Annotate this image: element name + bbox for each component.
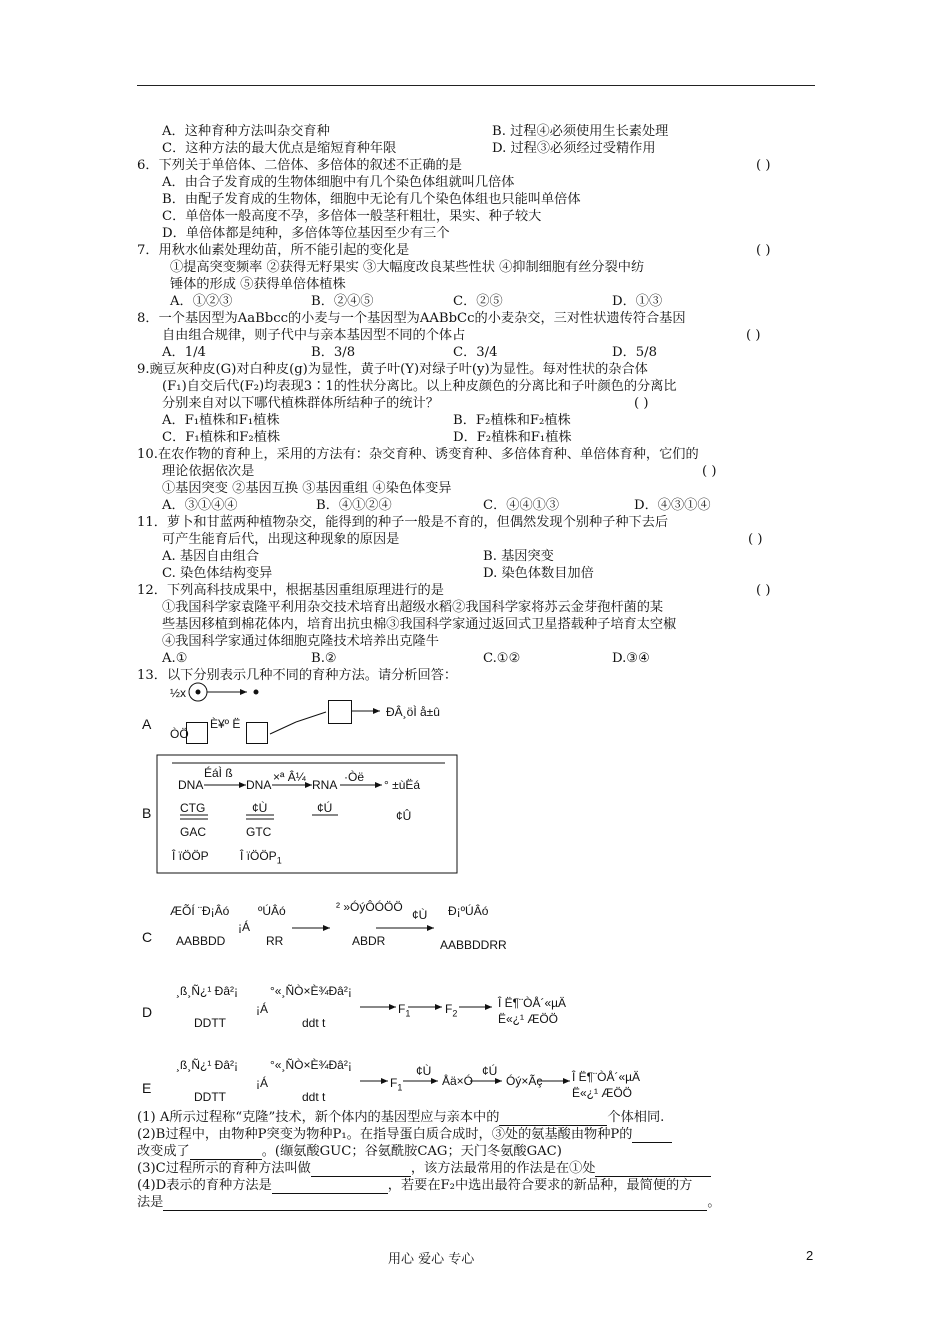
diagram-label-d: D (142, 1004, 153, 1020)
diagram-label-b: B (142, 805, 152, 821)
e-result-line2: Ë«¿¹ ÆÖÖ (572, 1086, 633, 1100)
q12-option-d: D.③④ (612, 651, 650, 666)
q7-option-a: A．①②③ (170, 294, 233, 309)
e-f1: $F_1$ (390, 1076, 403, 1093)
a-mid-text: È¥º Ë (210, 717, 241, 731)
diagram-label-e: E (142, 1080, 152, 1096)
b-step-4: ° ±ùËá (384, 778, 421, 792)
q12-stem: 12．下列高科技成果中，根据基因重组原理进行的是 (137, 583, 444, 598)
b-rna: RNA (312, 778, 338, 792)
a-top-text: ½x (170, 686, 187, 700)
q10-option-d: D．④③①④ (634, 498, 711, 513)
q7-items-line2: 锤体的形成 ⑤获得单倍体植株 (170, 277, 346, 292)
b-species-p1: Î ïÖÖP$_1$ (240, 849, 282, 866)
q11-option-b: B. 基因突变 (483, 549, 554, 564)
q8-option-c: C．3/4 (453, 345, 498, 360)
q6-option-d: D．单倍体都是纯种，多倍体等位基因至少有三个 (162, 226, 450, 241)
answer-4-blank[interactable] (272, 1181, 388, 1194)
e-genotype-ddtt-2: ddt t (302, 1090, 326, 1104)
q8-answer-paren: ( ) (746, 328, 761, 343)
c-genotype-rr: RR (266, 934, 284, 948)
d-cross: ¡Á (256, 1002, 268, 1016)
q5-option-b: B. 过程④必须使用生长素处理 (492, 124, 669, 139)
b-dna-2: DNA (246, 778, 272, 792)
q12-items-line3: ④我国科学家通过体细胞克隆技术培养出克隆牛 (162, 634, 439, 649)
q12-option-c: C.①② (483, 651, 521, 666)
e-parent-2: °«¸ÑÒ×È¾Ðâ²¡ (270, 1058, 352, 1072)
q8-stem-line1: 8．一个基因型为AaBbcc的小麦与一个基因型为AABbCc的小麦杂交，三对性状遗传符合基因 (137, 311, 686, 326)
e-gamete: Åä×Ó (442, 1074, 474, 1088)
q5-option-d: D. 过程③必须经过受精作用 (492, 141, 656, 156)
q7-items-line1: ①提高突变频率 ②获得无籽果实 ③大幅度改良某些性状 ④抑制细胞有丝分裂中纺 (170, 260, 645, 275)
q9-option-d: D．F₂植株和F₁植株 (453, 430, 572, 445)
e-parent-1: ¸ß¸Ñ¿¹ Ðâ²¡ (176, 1058, 238, 1072)
q9-stem-line1: 9.豌豆灰种皮(G)对白种皮(g)为显性，黄子叶(Y)对绿子叶(y)为显性。每对性状的杂合体 (137, 362, 648, 377)
b-mark-2: ¢Ú (317, 801, 333, 815)
b-species-p: Î ïÖÖP (172, 849, 209, 863)
q11-answer-paren: ( ) (748, 532, 763, 547)
c-triticale: Ð¡ºÚÂó (448, 904, 489, 918)
diagram-label-c: C (142, 929, 153, 945)
q11-option-d: D. 染色体数目加倍 (483, 566, 594, 581)
q6-answer-paren: ( ) (756, 158, 771, 173)
b-mark-3: ¢Û (396, 809, 412, 823)
e-mark-2: ¢Ú (482, 1064, 498, 1078)
answer-3-blank-2[interactable] (595, 1164, 711, 1177)
q9-option-b: B．F₂植株和F₂植株 (453, 413, 571, 428)
d-result-line2: Ë«¿¹ ÆÖÖ (498, 1012, 559, 1026)
e-result-line1: Î Ë¶¨ÒÅ´«µÄ (572, 1070, 641, 1084)
q9-stem-line3: 分别来自对以下哪代植株群体所结种子的统计？ (162, 396, 439, 411)
c-rye: ºÚÂó (258, 904, 286, 918)
answer-1: (1) A所示过程称“克隆”技术，新个体内的基因型应与亲本中的 个体相同. (137, 1110, 665, 1125)
q10-option-a: A．③①④④ (162, 498, 238, 513)
b-ctg: CTG (180, 801, 206, 815)
b-gac: GAC (180, 825, 207, 839)
answer-4: (4)D表示的育种方法是 ，若要在F₂中选出最符合要求的新品种，最简便的方 (137, 1178, 693, 1193)
e-cross: ¡Á (256, 1076, 268, 1090)
q5-option-a: A．这种育种方法叫杂交育种 (162, 124, 330, 139)
answer-2: (2)B过程中，由物种P突变为物种P₁。在指导蛋白质合成时，③处的氨基酸由物种P的 (137, 1127, 672, 1143)
e-seedling: Óý×Ãç (506, 1074, 543, 1088)
answer-5: 法是 。 (137, 1195, 721, 1210)
b-dna-1: DNA (178, 778, 204, 792)
q12-option-b: B.② (311, 651, 337, 666)
q12-option-a: A.① (162, 651, 188, 666)
b-step-2: ×ª Â¼ (273, 770, 306, 784)
q13-stem: 13．以下分别表示几种不同的育种方法。请分析回答： (137, 668, 458, 683)
d-parent-1: ¸ß¸Ñ¿¹ Ðâ²¡ (176, 984, 238, 998)
c-genotype-aabbdd: AABBDD (176, 934, 226, 948)
footer-motto: 用心 爱心 专心 (388, 1252, 475, 1267)
q7-stem: 7．用秋水仙素处理幼苗，所不能引起的变化是 (137, 243, 410, 258)
q11-option-a: A. 基因自由组合 (162, 549, 260, 564)
q6-option-b: B．由配子发育成的生物体，细胞中无论有几个染色体组也只能叫单倍体 (162, 192, 581, 207)
q10-items: ①基因突变 ②基因互换 ③基因重组 ④染色体变异 (162, 481, 452, 496)
b-step-3: ·Òë (344, 770, 365, 784)
q11-stem-line1: 11．萝卜和甘蓝两种植物杂交，能得到的种子一般是不育的，但偶然发现个别种子种下去后 (137, 515, 669, 530)
answer-2-blank-2[interactable] (190, 1147, 262, 1160)
q6-option-c: C．单倍体一般高度不孕，多倍体一般茎秆粗壮，果实、种子较大 (162, 209, 542, 224)
c-mark-1: ¢Ù (412, 908, 428, 922)
c-genotype-abdr: ABDR (352, 934, 386, 948)
q9-option-c: C．F₁植株和F₂植株 (162, 430, 281, 445)
b-gtc: GTC (246, 825, 272, 839)
answer-1-blank[interactable] (499, 1113, 607, 1126)
q11-option-c: C. 染色体结构变异 (162, 566, 273, 581)
b-mark-1: ¢Ù (252, 801, 268, 815)
q12-answer-paren: ( ) (756, 583, 771, 598)
q11-stem-line2: 可产生能育后代，出现这种现象的原因是 (162, 532, 400, 547)
q8-option-a: A．1/4 (162, 345, 206, 360)
answer-5-blank[interactable] (163, 1198, 707, 1211)
q9-stem-line2: (F₁)自交后代(F₂)均表现3∶1的性状分离比。以上种皮颜色的分离比和子叶颜色的分离比 (162, 379, 677, 394)
q8-stem-line2: 自由组合规律，则子代中与亲本基因型不同的个体占 (162, 328, 466, 343)
q12-items-line1: ①我国科学家袁隆平利用杂交技术培育出超级水稻②我国科学家将苏云金芽孢杆菌的某 (162, 600, 664, 615)
q7-option-c: C．②⑤ (453, 294, 503, 309)
d-genotype-ddtt-2: ddt t (302, 1016, 326, 1030)
b-step-1: ÉáÌ ß (204, 766, 233, 780)
q7-option-d: D．①③ (612, 294, 663, 309)
q6-stem: 6．下列关于单倍体、二倍体、多倍体的叙述不正确的是 (137, 158, 462, 173)
answer-2-blank-1[interactable] (632, 1130, 672, 1143)
answer-3-blank-1[interactable] (311, 1164, 411, 1177)
q7-option-b: B．②④⑤ (311, 294, 374, 309)
a-bottom-text: ÒÖ (170, 727, 189, 741)
c-genotype-aabbddrr: AABBDDRR (440, 938, 507, 952)
q10-option-c: C．④④①③ (483, 498, 560, 513)
q10-stem-line2: 理论依据依次是 (162, 464, 255, 479)
e-genotype-ddtt: DDTT (194, 1090, 226, 1104)
q9-option-a: A．F₁植株和F₁植株 (162, 413, 280, 428)
q5-option-c: C．这种方法的最大优点是缩短育种年限 (162, 141, 397, 156)
diagram-label-a: A (142, 716, 152, 732)
c-wheat: ÆÕÍ ¨Ð¡Âó (170, 904, 230, 918)
c-sterile-hybrid: ² »ÓýÔÓÖÖ (336, 900, 403, 914)
empty-cell-box (246, 722, 268, 744)
d-result-line1: Î Ë¶¨ÒÅ´«µÄ (498, 996, 567, 1010)
d-f2: $F_2$ (445, 1002, 458, 1019)
answer-3: (3)C过程所示的育种方法叫做 ，该方法最常用的作法是在①处 (137, 1161, 711, 1177)
q9-answer-paren: ( ) (634, 396, 649, 411)
c-cross: ¡Á (238, 920, 250, 934)
answer-2-cont: 改变成了 。(缬氨酸GUC；谷氨酰胺CAG；天门冬氨酸GAC) (137, 1144, 562, 1159)
q6-option-a: A．由合子发育成的生物体细胞中有几个染色体组就叫几倍体 (162, 175, 515, 190)
q8-option-b: B．3/8 (311, 345, 356, 360)
q10-stem-line1: 10.在农作物的育种上，采用的方法有：杂交育种、诱变育种、多倍体育种、单倍体育种，它们的 (137, 447, 699, 462)
e-mark-1: ¢Ù (416, 1064, 432, 1078)
fused-cell-box (328, 700, 352, 724)
q10-answer-paren: ( ) (702, 464, 717, 479)
q8-option-d: D．5/8 (612, 345, 657, 360)
d-genotype-ddtt: DDTT (194, 1016, 226, 1030)
page-number: 2 (806, 1248, 814, 1263)
q7-answer-paren: ( ) (756, 243, 771, 258)
egg-cell-box (186, 722, 208, 744)
d-parent-2: °«¸ÑÒ×È¾Ðâ²¡ (270, 984, 352, 998)
q10-option-b: B．④①②④ (316, 498, 392, 513)
d-f1: $F_1$ (398, 1002, 411, 1019)
q12-items-line2: 些基因移植到棉花体内，培育出抗虫棉③我国科学家通过返回式卫星搭载种子培育太空椒 (162, 617, 677, 632)
a-result-text: ÐÂ¸öÌ å±û (386, 705, 440, 719)
